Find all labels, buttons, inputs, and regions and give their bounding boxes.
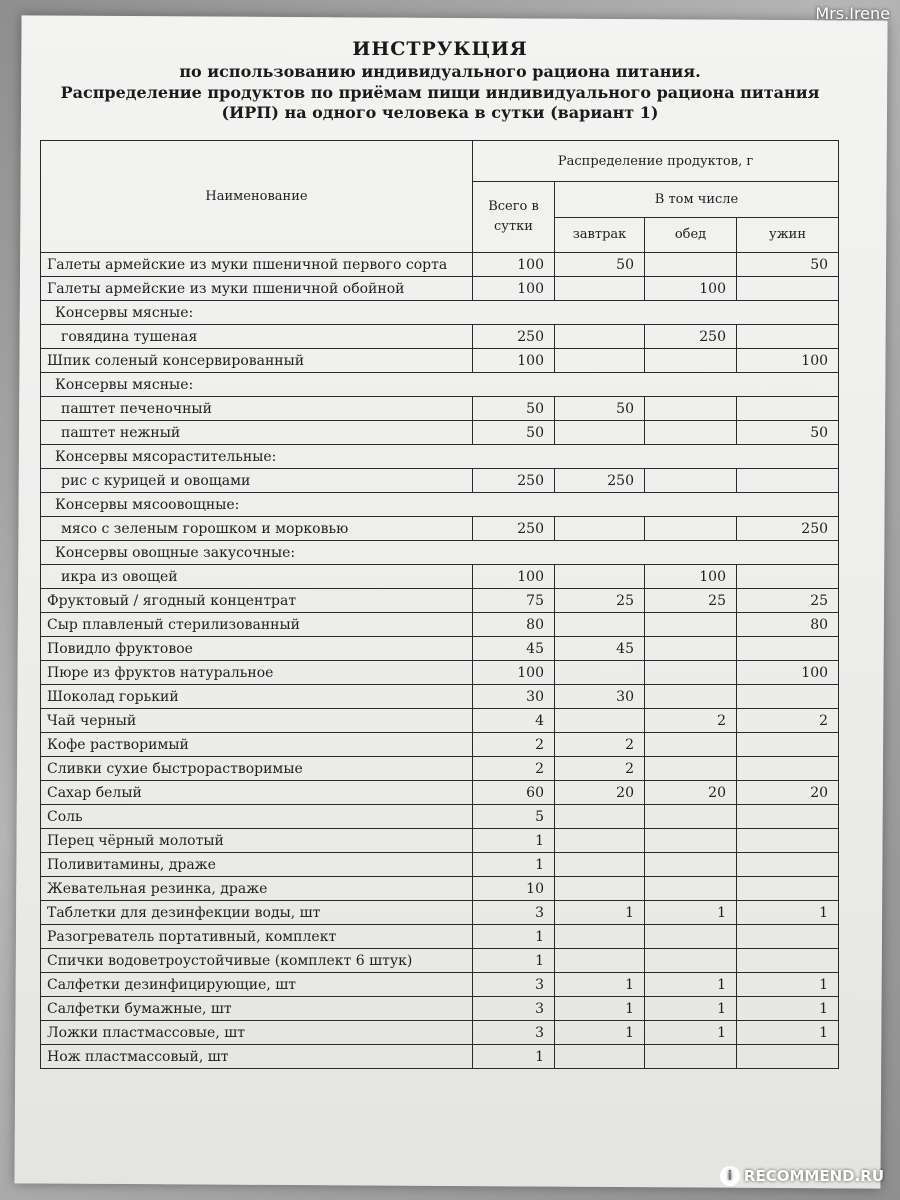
breakfast-grams [555, 709, 645, 733]
product-name: Галеты армейские из муки пшеничной обойной [41, 277, 473, 301]
column-header-dinner: ужин [737, 217, 839, 253]
group-label: Консервы мясоовощные: [41, 493, 839, 517]
table-row [41, 517, 839, 541]
table-row [41, 829, 839, 853]
group-label: Консервы овощные закусочные: [41, 541, 839, 565]
product-name: Шпик соленый консервированный [41, 349, 473, 373]
table-row [41, 949, 839, 973]
dinner-grams [737, 949, 839, 973]
table-row [41, 349, 839, 373]
lunch-grams: 20 [645, 781, 737, 805]
breakfast-grams: 2 [555, 757, 645, 781]
lunch-grams [645, 397, 737, 421]
product-name: Сливки сухие быстрорастворимые [41, 757, 473, 781]
lunch-grams: 1 [645, 901, 737, 925]
lunch-grams: 100 [645, 277, 737, 301]
product-name: Повидло фруктовое [41, 637, 473, 661]
lunch-grams [645, 685, 737, 709]
product-name: мясо с зеленым горошком и морковью [41, 517, 473, 541]
total-grams: 100 [473, 253, 555, 277]
breakfast-grams [555, 877, 645, 901]
table-row [41, 853, 839, 877]
total-grams: 250 [473, 325, 555, 349]
dinner-grams: 80 [737, 613, 839, 637]
dinner-grams [737, 877, 839, 901]
total-grams: 100 [473, 277, 555, 301]
table-row [41, 1045, 839, 1069]
breakfast-grams: 1 [555, 901, 645, 925]
dinner-grams: 1 [737, 1021, 839, 1045]
product-name: Жевательная резинка, драже [41, 877, 473, 901]
table-row [41, 997, 839, 1021]
total-grams: 50 [473, 397, 555, 421]
breakfast-grams: 20 [555, 781, 645, 805]
product-name: Салфетки дезинфицирующие, шт [41, 973, 473, 997]
dinner-grams [737, 277, 839, 301]
lunch-grams [645, 829, 737, 853]
product-name: паштет нежный [41, 421, 473, 445]
dinner-grams: 20 [737, 781, 839, 805]
lunch-grams [645, 925, 737, 949]
table-row [41, 901, 839, 925]
site-watermark [720, 1166, 884, 1186]
dinner-grams [737, 637, 839, 661]
breakfast-grams [555, 277, 645, 301]
table-row [41, 805, 839, 829]
product-name: Чай черный [41, 709, 473, 733]
lunch-grams: 1 [645, 997, 737, 1021]
document-subtitle-2: Распределение продуктов по приёмам пищи индивидуального рациона питания [60, 83, 820, 102]
total-grams: 80 [473, 613, 555, 637]
table-row [41, 661, 839, 685]
column-header-breakfast: завтрак [555, 217, 645, 253]
breakfast-grams [555, 565, 645, 589]
breakfast-grams: 50 [555, 397, 645, 421]
table-group-row [41, 301, 839, 325]
dinner-grams [737, 685, 839, 709]
total-grams: 2 [473, 733, 555, 757]
table-row [41, 973, 839, 997]
product-name: Перец чёрный молотый [41, 829, 473, 853]
table-group-row [41, 493, 839, 517]
dinner-grams: 100 [737, 661, 839, 685]
table-group-row [41, 445, 839, 469]
total-grams: 30 [473, 685, 555, 709]
product-name: Поливитамины, драже [41, 853, 473, 877]
product-name: Сахар белый [41, 781, 473, 805]
product-name: говядина тушеная [41, 325, 473, 349]
ration-table [40, 140, 839, 1069]
total-grams: 100 [473, 349, 555, 373]
breakfast-grams [555, 853, 645, 877]
breakfast-grams: 1 [555, 973, 645, 997]
lunch-grams [645, 877, 737, 901]
total-grams: 1 [473, 853, 555, 877]
total-grams: 1 [473, 949, 555, 973]
table-row [41, 1021, 839, 1045]
product-name: Нож пластмассовый, шт [41, 1045, 473, 1069]
author-watermark: Mrs.Irene [815, 4, 890, 23]
site-watermark-text: RECOMMEND.RU [743, 1167, 884, 1185]
lunch-grams [645, 1045, 737, 1069]
total-grams: 1 [473, 1045, 555, 1069]
total-grams: 50 [473, 421, 555, 445]
breakfast-grams [555, 1045, 645, 1069]
column-header-name: Наименование [41, 141, 473, 253]
dinner-grams: 2 [737, 709, 839, 733]
table-row [41, 781, 839, 805]
breakfast-grams: 1 [555, 997, 645, 1021]
lunch-grams [645, 661, 737, 685]
breakfast-grams: 45 [555, 637, 645, 661]
document-subtitle-3: (ИРП) на одного человека в сутки (вариант 1) [221, 103, 659, 122]
table-row [41, 397, 839, 421]
product-name: Фруктовый / ягодный концентрат [41, 589, 473, 613]
product-name: Соль [41, 805, 473, 829]
dinner-grams [737, 325, 839, 349]
column-header-including: В том числе [555, 182, 839, 218]
total-grams: 60 [473, 781, 555, 805]
total-grams: 3 [473, 997, 555, 1021]
lunch-grams [645, 421, 737, 445]
breakfast-grams [555, 949, 645, 973]
document-subtitle-1: по использованию индивидуального рациона питания. [179, 62, 701, 81]
product-name: икра из овощей [41, 565, 473, 589]
dinner-grams [737, 829, 839, 853]
product-name: Спички водоветроустойчивые (комплект 6 штук) [41, 949, 473, 973]
dinner-grams: 250 [737, 517, 839, 541]
lunch-grams: 250 [645, 325, 737, 349]
dinner-grams [737, 1045, 839, 1069]
product-name: Разогреватель портативный, комплект [41, 925, 473, 949]
dinner-grams: 1 [737, 973, 839, 997]
table-row [41, 757, 839, 781]
breakfast-grams: 250 [555, 469, 645, 493]
dinner-grams: 100 [737, 349, 839, 373]
breakfast-grams: 1 [555, 1021, 645, 1045]
product-name: Ложки пластмассовые, шт [41, 1021, 473, 1045]
product-name: Сыр плавленый стерилизованный [41, 613, 473, 637]
total-grams: 10 [473, 877, 555, 901]
breakfast-grams [555, 349, 645, 373]
dinner-grams [737, 733, 839, 757]
dinner-grams: 1 [737, 901, 839, 925]
document-title: ИНСТРУКЦИЯ [352, 38, 528, 60]
table-row [41, 709, 839, 733]
column-header-lunch: обед [645, 217, 737, 253]
dinner-grams [737, 853, 839, 877]
group-label: Консервы мясные: [41, 373, 839, 397]
lunch-grams: 1 [645, 1021, 737, 1045]
breakfast-grams [555, 613, 645, 637]
total-grams: 100 [473, 565, 555, 589]
total-grams: 1 [473, 925, 555, 949]
product-name: Шоколад горький [41, 685, 473, 709]
table-row [41, 733, 839, 757]
breakfast-grams [555, 421, 645, 445]
dinner-grams: 50 [737, 253, 839, 277]
lunch-grams: 2 [645, 709, 737, 733]
dinner-grams [737, 397, 839, 421]
lunch-grams: 100 [645, 565, 737, 589]
dinner-grams: 1 [737, 997, 839, 1021]
breakfast-grams: 2 [555, 733, 645, 757]
dinner-grams [737, 925, 839, 949]
total-grams: 75 [473, 589, 555, 613]
lunch-grams [645, 613, 737, 637]
lunch-grams [645, 517, 737, 541]
table-row [41, 877, 839, 901]
total-grams: 2 [473, 757, 555, 781]
table-row [41, 469, 839, 493]
lunch-grams [645, 253, 737, 277]
group-label: Консервы мясные: [41, 301, 839, 325]
lunch-grams: 1 [645, 973, 737, 997]
recommend-logo-icon: i [720, 1166, 740, 1186]
group-label: Консервы мясорастительные: [41, 445, 839, 469]
breakfast-grams [555, 925, 645, 949]
lunch-grams [645, 349, 737, 373]
lunch-grams [645, 469, 737, 493]
table-group-row [41, 373, 839, 397]
breakfast-grams: 30 [555, 685, 645, 709]
total-grams: 3 [473, 901, 555, 925]
lunch-grams [645, 733, 737, 757]
total-grams: 1 [473, 829, 555, 853]
table-row [41, 325, 839, 349]
table-row [41, 925, 839, 949]
total-grams: 250 [473, 517, 555, 541]
dinner-grams [737, 565, 839, 589]
dinner-grams: 50 [737, 421, 839, 445]
breakfast-grams: 25 [555, 589, 645, 613]
breakfast-grams [555, 517, 645, 541]
document-header [40, 38, 840, 122]
total-grams: 5 [473, 805, 555, 829]
lunch-grams [645, 853, 737, 877]
table-row [41, 637, 839, 661]
breakfast-grams [555, 325, 645, 349]
dinner-grams [737, 757, 839, 781]
lunch-grams [645, 805, 737, 829]
lunch-grams [645, 757, 737, 781]
table-row [41, 421, 839, 445]
total-grams: 45 [473, 637, 555, 661]
breakfast-grams [555, 805, 645, 829]
table-row [41, 589, 839, 613]
table-row [41, 277, 839, 301]
product-name: Таблетки для дезинфекции воды, шт [41, 901, 473, 925]
lunch-grams [645, 637, 737, 661]
dinner-grams [737, 805, 839, 829]
product-name: рис с курицей и овощами [41, 469, 473, 493]
product-name: Салфетки бумажные, шт [41, 997, 473, 1021]
table-row [41, 613, 839, 637]
product-name: паштет печеночный [41, 397, 473, 421]
total-grams: 100 [473, 661, 555, 685]
product-name: Кофе растворимый [41, 733, 473, 757]
lunch-grams: 25 [645, 589, 737, 613]
breakfast-grams [555, 829, 645, 853]
table-row [41, 565, 839, 589]
total-grams: 250 [473, 469, 555, 493]
total-grams: 3 [473, 1021, 555, 1045]
column-header-total: Всего в сутки [473, 182, 555, 253]
dinner-grams [737, 469, 839, 493]
total-grams: 4 [473, 709, 555, 733]
breakfast-grams [555, 661, 645, 685]
table-row [41, 253, 839, 277]
dinner-grams: 25 [737, 589, 839, 613]
table-row [41, 685, 839, 709]
product-name: Галеты армейские из муки пшеничной первого сорта [41, 253, 473, 277]
table-group-row [41, 541, 839, 565]
table-body [41, 253, 839, 1069]
lunch-grams [645, 949, 737, 973]
breakfast-grams: 50 [555, 253, 645, 277]
column-header-distribution: Распределение продуктов, г [473, 141, 839, 182]
product-name: Пюре из фруктов натуральное [41, 661, 473, 685]
total-grams: 3 [473, 973, 555, 997]
